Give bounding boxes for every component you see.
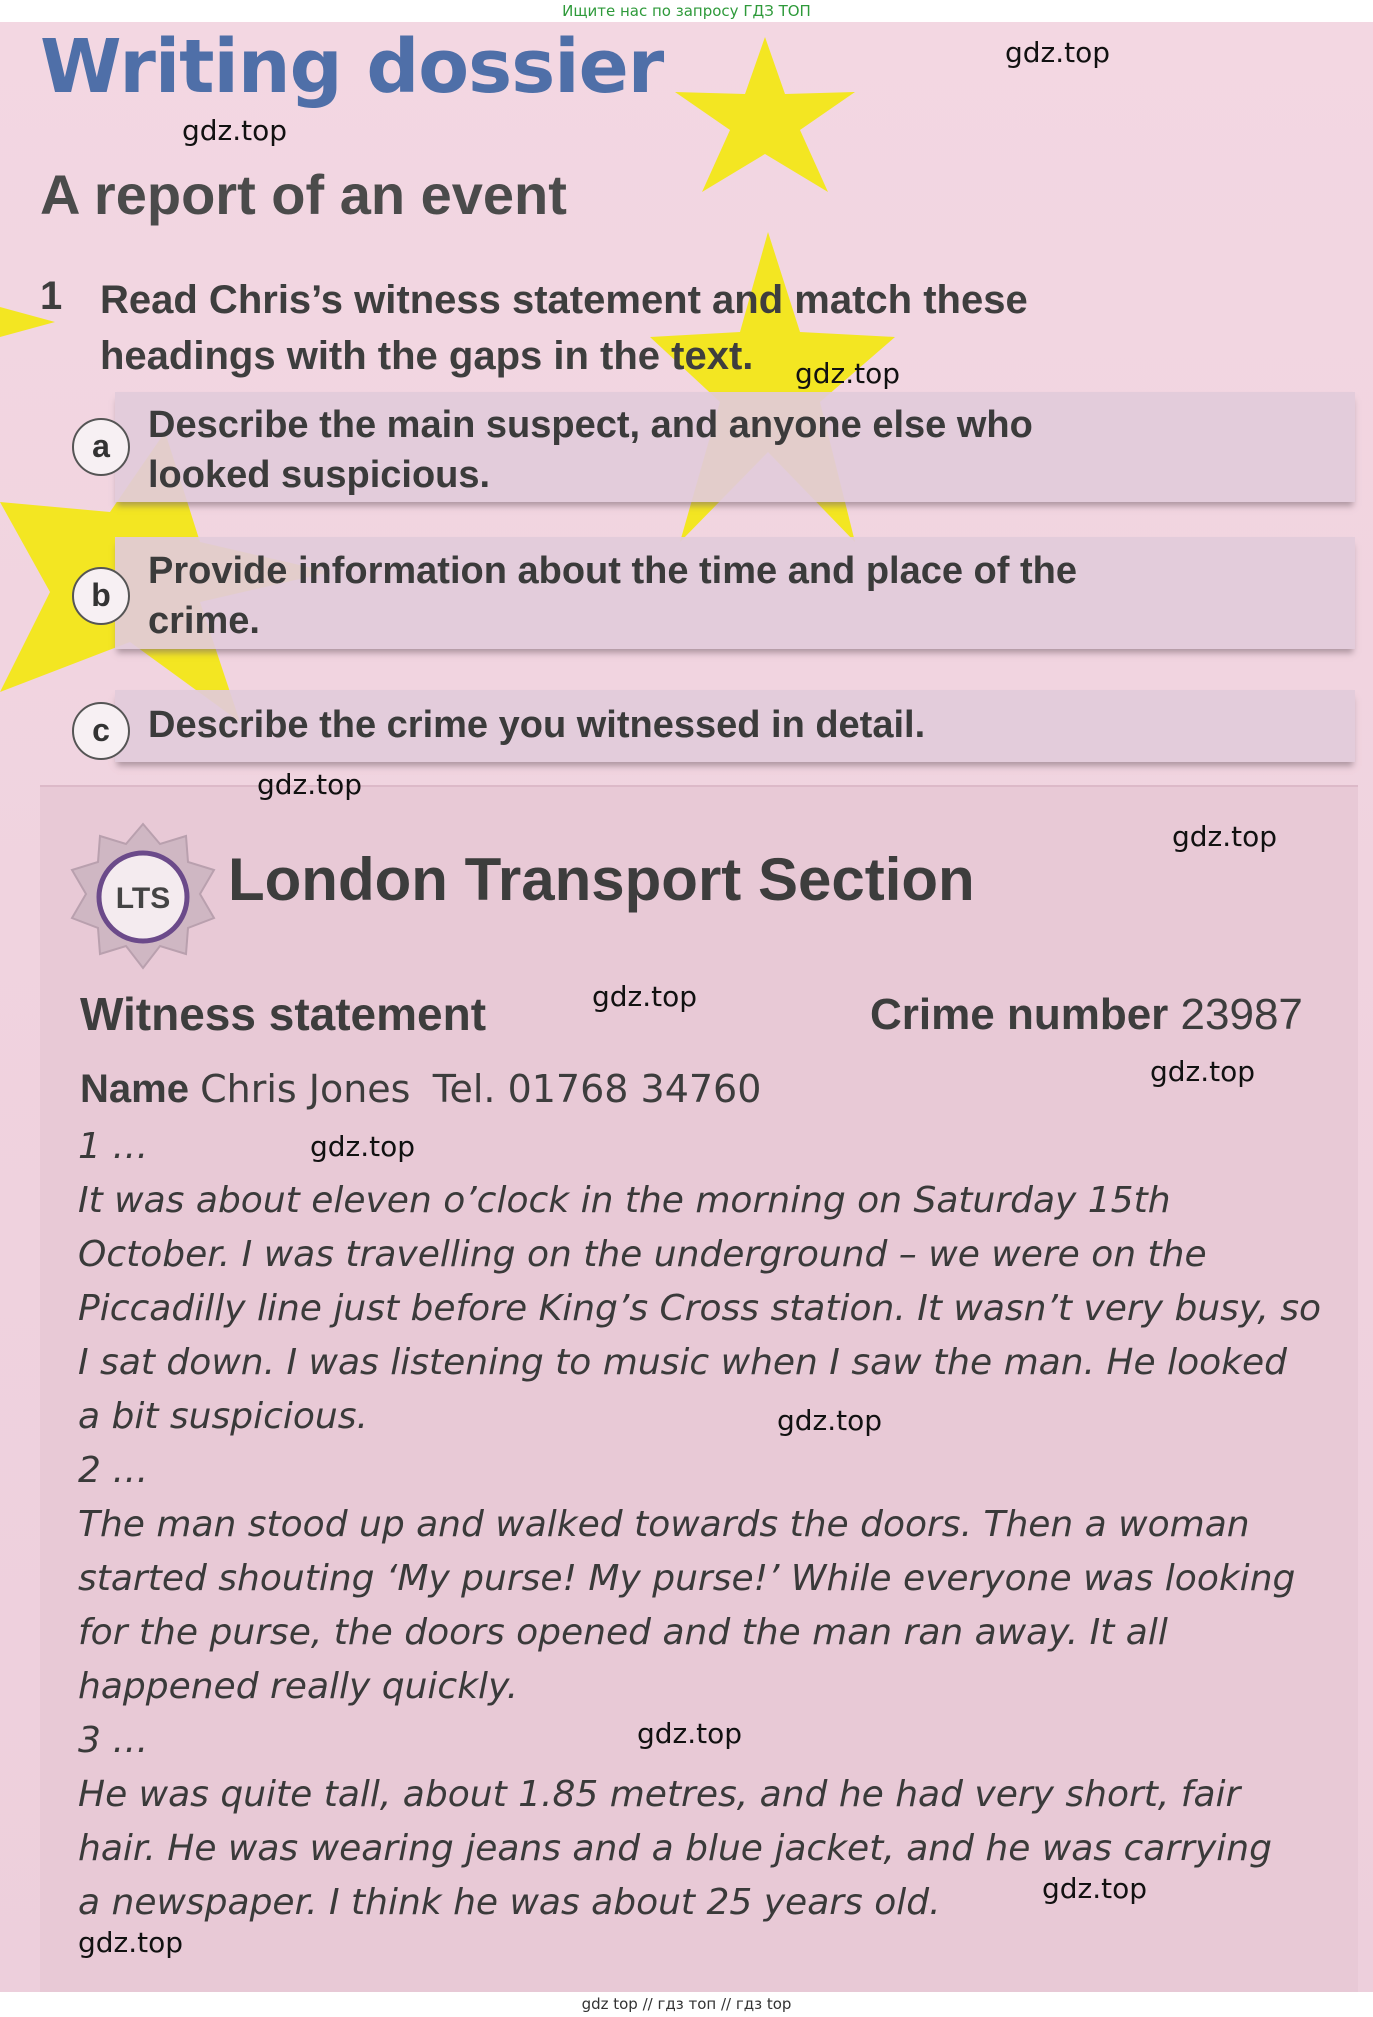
statement-line: The man stood up and walked towards the doors. Then a woman [78,1504,1250,1545]
statement-line: It was about eleven o’clock in the morning on Saturday 15th [78,1180,1171,1221]
crime-number-value: 23987 [1180,990,1303,1039]
crime-number-row [870,990,1303,1040]
watermark: gdz.top [1150,1055,1256,1088]
exercise-instruction: Read Chris’s witness statement and match these headings with the gaps in the text. [100,278,1028,378]
crime-number-label: Crime number [870,990,1169,1039]
watermark: gdz.top [1042,1872,1148,1905]
top-banner: Ищите нас по запросу ГДЗ ТОП [0,0,1373,22]
statement-line: He was quite tall, about 1.85 metres, and he had very short, fair [78,1774,1241,1815]
heading-letter-b: b [72,567,130,625]
watermark: gdz.top [1172,820,1278,853]
watermark: gdz.top [182,114,288,147]
statement-paragraph-1 [78,1120,1348,1444]
paragraph-marker-2: 2 … [78,1450,149,1491]
lts-logo-text: LTS [115,882,171,915]
heading-text-b [148,546,1328,646]
name-value: Chris Jones [200,1067,411,1111]
name-row [80,1067,761,1112]
watermark: gdz.top [1005,36,1111,69]
watermark: gdz.top [795,357,901,390]
witness-statement-label: Witness statement [80,988,487,1040]
watermark: gdz.top [310,1130,416,1163]
watermark: gdz.top [257,768,363,801]
heading-text-a [148,400,1328,500]
statement-line: hair. He was wearing jeans and a blue jacket, and he was carrying [78,1828,1272,1869]
statement-paragraph-2 [78,1444,1348,1714]
watermark: gdz.top [637,1717,743,1750]
bottom-banner: gdz top // гдз топ // гдз top [0,1992,1373,2017]
statement-line: for the purse, the doors opened and the man ran away. It all [78,1612,1168,1653]
name-label: Name [80,1067,189,1111]
statement-line: a newspaper. I think he was about 25 years old. [78,1882,941,1923]
heading-letter-c: c [72,702,130,760]
lts-badge-icon [68,822,218,972]
statement-line: Piccadilly line just before King’s Cross station. It wasn’t very busy, so [78,1288,1322,1329]
paragraph-marker-3: 3 … [78,1720,149,1761]
statement-line: I sat down. I was listening to music when I saw the man. He looked [78,1342,1287,1383]
statement-line: a bit suspicious. [78,1396,368,1437]
statement-line: October. I was travelling on the underground – we were on the [78,1234,1207,1275]
watermark: gdz.top [592,980,698,1013]
exercise-number: 1 [40,274,63,318]
heading-a-line2: looked suspicious. [148,454,491,496]
heading-a-line1: Describe the main suspect, and anyone else who [148,404,1033,446]
tel-value: Tel. 01768 34760 [432,1067,762,1111]
star-decoration-top-right [660,32,870,202]
heading-text-c [148,700,1328,750]
watermark: gdz.top [78,1926,184,1959]
heading-b-line1: Provide information about the time and place of the [148,550,1077,592]
textbook-page [0,22,1373,1992]
heading-c-line1: Describe the crime you witnessed in detail. [148,704,926,746]
heading-b-line2: crime. [148,600,260,642]
statement-line: started shouting ‘My purse! My purse!’ While everyone was looking [78,1558,1296,1599]
page-title: Writing dossier [40,24,664,110]
card-title: London Transport Section [228,846,975,913]
watermark: gdz.top [777,1404,883,1437]
heading-letter-a: a [72,418,130,476]
statement-line: happened really quickly. [78,1666,519,1707]
paragraph-marker-1: 1 … [78,1126,149,1167]
section-subtitle: A report of an event [40,163,567,226]
